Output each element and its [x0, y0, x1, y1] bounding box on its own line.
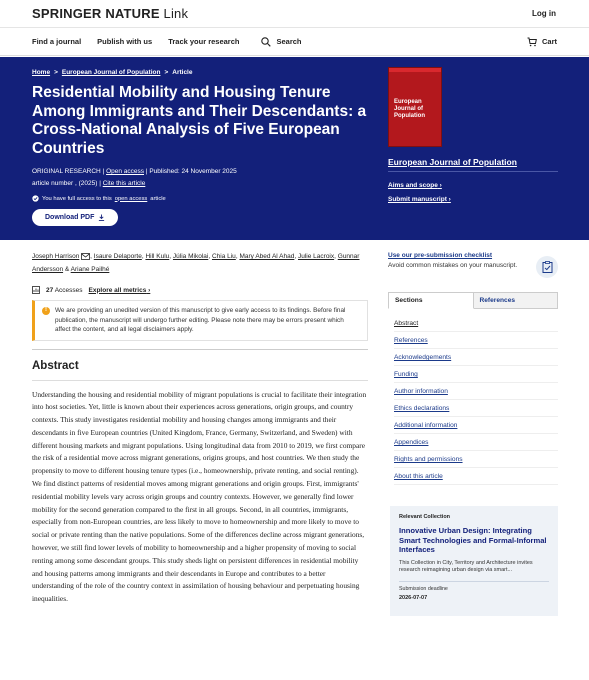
cart-icon — [527, 37, 537, 47]
open-access-link[interactable]: Open access — [106, 168, 144, 175]
logo-link-text: Link — [163, 6, 189, 21]
download-icon — [98, 214, 105, 221]
author-link[interactable]: Joseph Harrison — [32, 253, 80, 260]
top-header — [0, 0, 589, 28]
divider — [399, 581, 549, 582]
download-pdf-button[interactable] — [32, 209, 118, 226]
cover-title-line: Population — [394, 113, 425, 119]
springer-logo[interactable] — [32, 6, 188, 21]
search-label: Search — [276, 37, 302, 46]
article-title: Residential Mobility and Housing Tenure Among Immigrants and Their Descendants: a Cross-National Analysis of Five European Countries — [32, 84, 367, 157]
journal-links — [388, 179, 451, 207]
main-nav — [0, 28, 589, 56]
cover-title — [394, 99, 425, 120]
submit-manuscript-link[interactable]: Submit manuscript › — [388, 196, 451, 203]
nav-cart[interactable] — [527, 37, 557, 47]
collection-label: Relevant Collection — [399, 514, 451, 520]
access-chart-icon — [32, 286, 40, 294]
relevant-collection-card[interactable] — [390, 506, 558, 616]
checklist-icon — [536, 256, 558, 278]
nav-search[interactable] — [261, 37, 301, 47]
section-link-references[interactable]: References — [394, 332, 558, 349]
presubmission-link[interactable]: Use our pre-submission checklist — [388, 252, 493, 259]
access-notice — [32, 195, 368, 202]
collection-title[interactable]: Innovative Urban Design: Integrating Smart Technologies and Formal-Informal Interfaces — [399, 526, 547, 554]
explore-metrics-link[interactable]: Explore all metrics › — [88, 286, 151, 294]
author-link[interactable]: Gunnar Andersson — [32, 253, 360, 273]
mail-icon[interactable] — [81, 253, 90, 260]
warning-icon: ! — [42, 307, 50, 315]
cover-title-line: Journal of — [394, 106, 424, 112]
collection-desc: This Collection in City, Territory and Architecture invites research reimagining urban design via smart... — [399, 559, 533, 573]
article-meta — [32, 166, 368, 190]
nav-track[interactable]: Track your research — [168, 37, 240, 46]
access-open-access-link[interactable]: open access — [114, 195, 148, 202]
section-link-additional-info[interactable]: Additional information — [394, 417, 558, 434]
meta-divider: | — [145, 168, 150, 175]
cover-title-line: European — [394, 99, 422, 105]
divider — [388, 171, 558, 172]
section-link-rights[interactable]: Rights and permissions — [394, 451, 558, 468]
divider — [32, 349, 368, 350]
article-type: ORIGINAL RESEARCH — [32, 168, 101, 175]
section-link-ethics[interactable]: Ethics declarations — [394, 400, 558, 417]
aims-scope-link[interactable]: Aims and scope › — [388, 182, 442, 189]
article-sidebar — [388, 240, 558, 485]
nav-find-journal[interactable]: Find a journal — [32, 37, 82, 46]
tab-sections[interactable]: Sections — [388, 292, 474, 309]
journal-name-link[interactable]: European Journal of Population — [388, 157, 517, 167]
access-prefix: You have full access to this — [42, 195, 112, 202]
breadcrumb-separator: > — [54, 69, 58, 76]
login-link[interactable]: Log in — [532, 9, 556, 18]
cart-label: Cart — [541, 37, 557, 46]
section-link-funding[interactable]: Funding — [394, 366, 558, 383]
section-tabs — [388, 292, 558, 309]
breadcrumb-journal[interactable]: European Journal of Population — [61, 69, 161, 76]
published-date: Published: 24 November 2025 — [149, 168, 237, 175]
article-main — [32, 240, 368, 606]
deadline-label: Submission deadline — [399, 585, 448, 592]
presubmission-desc: Avoid common mistakes on your manuscript. — [388, 262, 518, 269]
accesses-count: 27 — [46, 286, 54, 294]
divider — [32, 380, 368, 381]
cite-link[interactable]: Cite this article — [102, 180, 146, 187]
search-icon — [261, 37, 271, 47]
breadcrumb-separator: > — [164, 69, 169, 76]
unedited-manuscript-notice — [32, 300, 368, 341]
accesses-label: Accesses — [54, 286, 83, 294]
breadcrumb-home[interactable]: Home — [32, 69, 51, 76]
logo-brand: SPRINGER NATURE — [32, 6, 160, 21]
access-suffix: article — [150, 195, 166, 202]
notice-text: We are providing an unedited version of this manuscript to give early access to its findings. Before final publication, the manuscript will undergo further editing. Please note there may be errors present which affect the content, and all legal disclaimers apply. — [55, 307, 346, 333]
journal-cover[interactable] — [388, 67, 442, 147]
article-metrics — [32, 286, 368, 294]
breadcrumb-article: Article — [172, 69, 193, 76]
cover-stripe — [389, 68, 441, 72]
author-link[interactable]: Mary Abed Al Ahad — [239, 253, 295, 260]
hero-content — [32, 57, 368, 226]
check-circle-icon — [32, 195, 39, 202]
tab-references[interactable]: References — [474, 292, 559, 308]
section-link-acknowledgements[interactable]: Acknowledgements — [394, 349, 558, 366]
meta-divider: | — [102, 168, 107, 175]
section-link-about[interactable]: About this article — [394, 468, 558, 485]
section-link-abstract[interactable]: Abstract — [394, 315, 558, 332]
section-link-appendices[interactable]: Appendices — [394, 434, 558, 451]
author-link[interactable]: Chia Liu — [211, 253, 236, 260]
meta-divider: | — [99, 180, 103, 187]
breadcrumb — [32, 69, 368, 76]
author-list: Joseph Harrison , Isaure Delaporte, Hill Kulu, Júlia Mikolai, Chia Liu, Mary Abed Al Ahad, Julie Lacroix, Gunnar Andersson & Ariane Pailhé — [32, 253, 360, 273]
abstract-heading: Abstract — [32, 359, 79, 372]
article-hero — [0, 57, 589, 240]
deadline-date: 2026-07-07 — [399, 594, 428, 601]
download-label: Download PDF — [45, 214, 95, 221]
author-link[interactable]: Hill Kulu — [145, 253, 170, 260]
section-nav — [388, 315, 558, 485]
abstract-text: Understanding the housing and residential mobility of migrant populations is crucial to facilitate their integration into host societies. Yet, little is known about their experiences across generations, origin groups, and country contexts. This study investigates residential mobility and housing changes among immigrants and their descendants in five European countries (United Kingdom, France, Germany, Switzerland, and Sweden) with different housing markets and migrant populations. Using longitudinal data from 2010 to 2019, we first compare the risk of a residential move across migrant generations, origins groups, and host countries. We then study the propensity to move to different housing tenure types (i.e., homeownership, private renting, and social renting). We find distinct patterns of residential moves among migrant generations and origin groups. First, immigrants' residential mobility levels vary across origin groups and country contexts. However, we generally find lower mobility for the second generation compared to the first in all groups. Second, in all countries, immigrants, especially from non-European countries, are less likely to move to homeownership and more likely to move to social or private renting than the native populations. Some of the differences decline across migrant generations, however, we still find lower levels of mobility to homeownership and a higher propensity of moving to social renting among some descendant groups. This study sheds light on persistent differences in residential mobility and housing patterns among immigrants and their descendants in Europe and contributes to a better understanding of the role of the country context in assimilation of housing behaviour and perpetuating housing inequalities. — [32, 389, 367, 604]
author-link[interactable]: Isaure Delaporte — [93, 253, 142, 260]
section-link-author-info[interactable]: Author information — [394, 383, 558, 400]
nav-publish[interactable]: Publish with us — [97, 37, 153, 46]
author-link[interactable]: Ariane Pailhé — [70, 266, 110, 273]
author-link[interactable]: Júlia Mikolai — [172, 253, 209, 260]
author-link[interactable]: Julie Lacroix — [298, 253, 335, 260]
article-number: article number , (2025) — [32, 180, 98, 187]
presubmission-checklist — [388, 252, 558, 278]
